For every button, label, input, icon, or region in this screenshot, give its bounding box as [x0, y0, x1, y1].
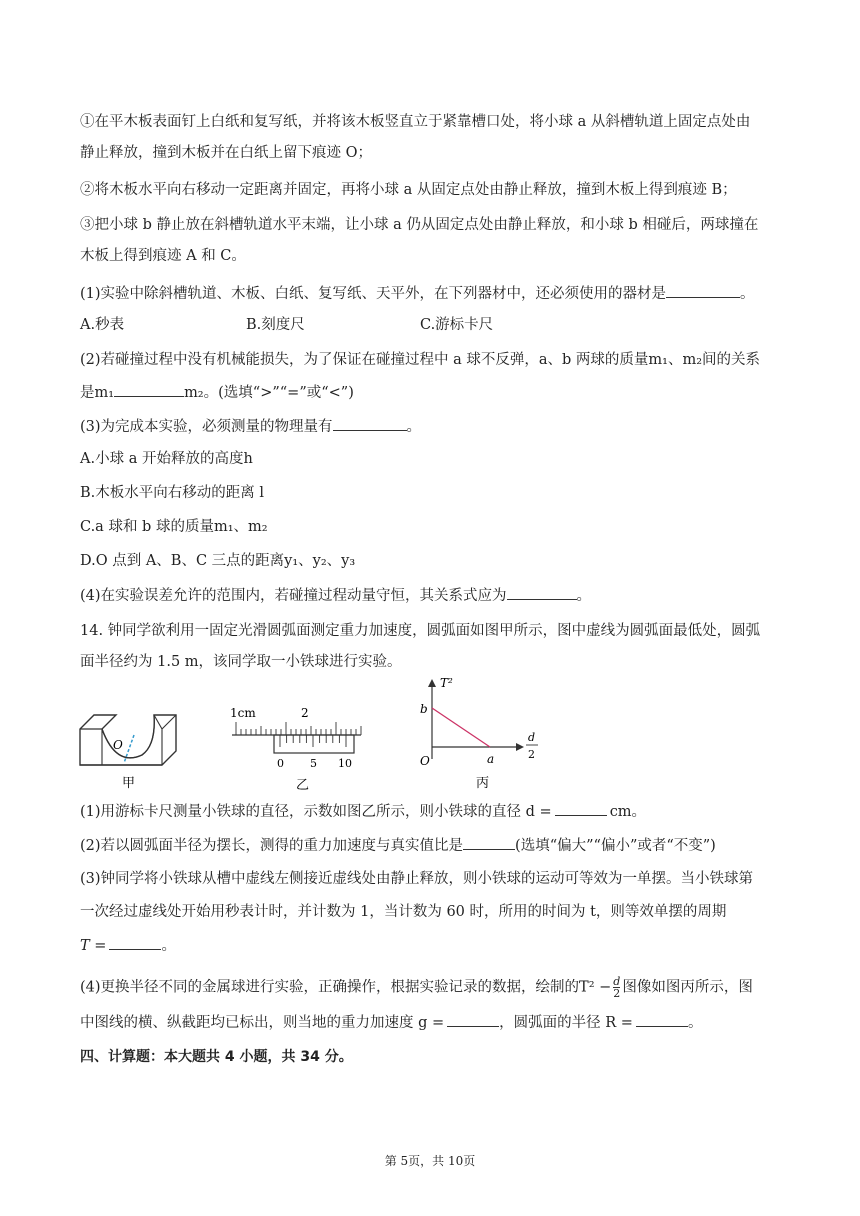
step-3-line-2: 木板上得到痕迹 A 和 C。 [80, 248, 246, 264]
question-3-end: 。 [406, 419, 422, 435]
figure-jia-label: 甲 [122, 776, 136, 790]
answer-blank [114, 382, 184, 397]
answer-blank [463, 835, 515, 850]
y-axis-label: T² [440, 676, 453, 690]
question-1 [80, 283, 780, 304]
question-3-option-c: C.a 球和 b 球的质量m₁、m₂ [80, 519, 268, 535]
answer-blank [447, 1012, 499, 1027]
question-3 [80, 416, 780, 437]
figure-bing-label: 丙 [476, 776, 490, 791]
sub-1-text: (1)用游标卡尺测量小铁球的直径，示数如图乙所示，则小铁球的直径 d = [80, 804, 552, 820]
question-2-m1: 是m₁ [80, 385, 115, 401]
y-axis-arrow [428, 679, 436, 687]
vernier-scale-ticks [280, 735, 346, 747]
sub-4-fraction-num: d [613, 975, 621, 988]
sub-question-3-line-2: 一次经过虚线处开始用秒表计时，并计数为 1，当计数为 60 时，所用的时间为 t，则等效单摆的周期 [80, 904, 727, 920]
sub-question-3-line-3 [80, 935, 780, 956]
x-axis-denominator: 2 [528, 748, 535, 761]
answer-blank [636, 1012, 688, 1027]
answer-blank [666, 283, 740, 298]
figure-jia-o: O [113, 738, 123, 752]
vernier-slider [274, 735, 354, 753]
caliper-two-label: 2 [301, 706, 309, 720]
answer-blank [109, 935, 161, 950]
step-3-line-1: ③把小球 b 静止放在斜槽轨道水平末端，让小球 a 仍从固定点处由静止释放，和小球 b 相碰后，两球撞在 [80, 217, 759, 233]
sub-question-2 [80, 835, 780, 856]
sub-2-text: (2)若以圆弧面半径为摆长，测得的重力加速度与真实值比是 [80, 838, 464, 854]
sub-question-4-line-2 [80, 1012, 780, 1033]
question-2-line-1: (2)若碰撞过程中没有机械能损失，为了保证在碰撞过程中 a 球不反弹，a、b 两球的质量m₁、m₂间的关系 [80, 352, 761, 368]
sub-2-choice: (选填“偏大”“偏小”或者“不变”) [515, 838, 716, 854]
question-4 [80, 585, 780, 606]
sub-question-3-line-1: (3)钟同学将小铁球从槽中虚线左侧接近虚线处由静止释放，则小铁球的运动可等效为一单摆。当小铁球第 [80, 871, 754, 887]
answer-blank [507, 585, 577, 600]
sub-4-text: (4)更换半径不同的金属球进行实验，正确操作，根据实验记录的数据，绘制的T² − [80, 979, 612, 996]
sub-4-text-cont: 图像如图丙所示，图 [622, 979, 753, 996]
sub-4-g: 中图线的横、纵截距均已标出，则当地的重力加速度 g = [80, 1015, 445, 1031]
sub-4-end: 。 [687, 1015, 703, 1031]
problem-14-line-1: 14. 钟同学欲利用一固定光滑圆弧面测定重力加速度，圆弧面如图甲所示，图中虚线为圆弧面最低处，圆弧 [80, 623, 761, 639]
question-1-text: (1)实验中除斜槽轨道、木板、白纸、复写纸、天平外，在下列器材中，还必须使用的器材是 [80, 286, 667, 302]
figure-jia [76, 705, 181, 790]
vernier-zero: 0 [277, 757, 284, 770]
step-1-line-1: ①在平木板表面钉上白纸和复写纸，并将该木板竖直立于紧靠槽口处，将小球 a 从斜槽轨道上固定点处由 [80, 114, 751, 130]
sub-4-fraction-den: 2 [613, 987, 621, 1000]
sub-3-period: T = [80, 938, 107, 954]
figure-yi-label: 乙 [296, 778, 310, 793]
option-b: B.刻度尺 [246, 317, 305, 333]
question-3-text: (3)为完成本实验，必须测量的物理量有 [80, 419, 333, 435]
question-4-text: (4)在实验误差允许的范围内，若碰撞过程动量守恒，其关系式应为 [80, 588, 507, 604]
intercept-a: a [487, 752, 495, 766]
sub-4-fraction [613, 976, 620, 999]
question-1-end: 。 [740, 286, 755, 302]
answer-blank [555, 801, 607, 816]
sub-4-r: ，圆弧面的半径 R = [499, 1015, 633, 1031]
page-footer: 第 5页，共 10页 [384, 1154, 476, 1168]
sub-question-4-line-1 [80, 976, 780, 999]
question-4-end: 。 [576, 588, 592, 604]
sub-question-1 [80, 801, 780, 822]
figure-yi [226, 703, 366, 793]
vernier-ten: 10 [338, 757, 352, 770]
step-1-line-2: 静止释放，撞到木板并在白纸上留下痕迹 O； [80, 145, 372, 161]
answer-blank [333, 416, 407, 431]
step-2: ②将木板水平向右移动一定距离并固定，再将小球 a 从固定点处由静止释放，撞到木板上得到痕迹 B； [80, 182, 737, 198]
problem-14-line-2: 面半径约为 1.5 m，该同学取一小铁球进行实验。 [80, 654, 402, 670]
intercept-b: b [420, 702, 428, 716]
main-scale-ticks [236, 722, 361, 735]
caliper-cm-label: 1cm [230, 706, 256, 720]
x-axis-arrow [516, 743, 524, 751]
origin-o: O [420, 754, 430, 768]
section-4-heading: 四、计算题：本大题共 4 小题，共 34 分。 [80, 1049, 353, 1065]
question-3-option-b: B.木板水平向右移动的距离 l [80, 485, 265, 501]
figure-bing [410, 673, 555, 793]
sub-3-end: 。 [161, 938, 176, 954]
question-2-line-2 [80, 382, 780, 403]
question-3-option-d: D.O 点到 A、B、C 三点的距离y₁、y₂、y₃ [80, 553, 356, 569]
question-2-m2: m₂。(选填“>”“=”或“<”) [184, 385, 354, 401]
option-c: C.游标卡尺 [420, 317, 494, 333]
sub-1-unit: cm。 [609, 804, 647, 820]
x-axis-numerator: d [528, 731, 536, 744]
question-3-option-a: A.小球 a 开始释放的高度h [80, 451, 253, 467]
vernier-five: 5 [310, 757, 317, 770]
graph-line [432, 708, 490, 747]
option-a: A.秒表 [80, 317, 125, 333]
